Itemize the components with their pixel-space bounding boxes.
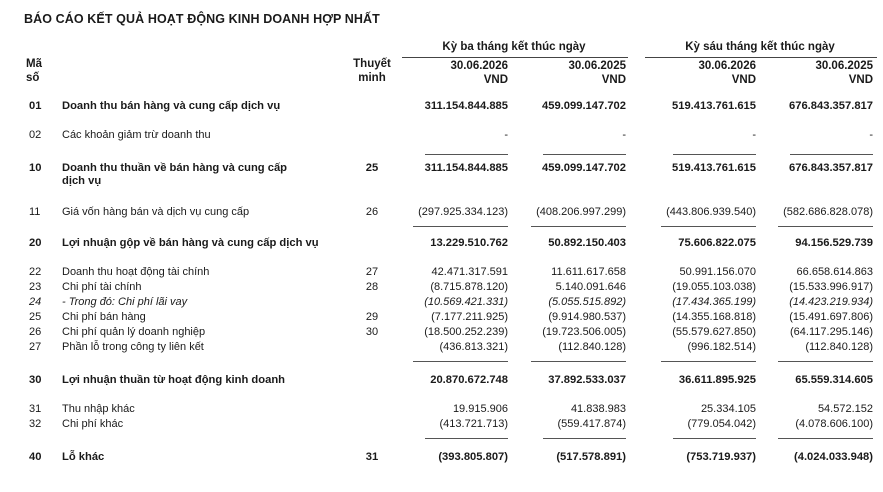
row-value: (582.686.828.078) [783, 206, 873, 218]
report-title: BÁO CÁO KẾT QUẢ HOẠT ĐỘNG KINH DOANH HỢP NHẤT [24, 12, 380, 26]
column-header-4 [723, 59, 873, 87]
row-value: 36.611.895.925 [678, 374, 756, 386]
row-label: Chi phí khác [62, 418, 124, 430]
row-code: 32 [29, 418, 42, 430]
row-value: 75.606.822.075 [678, 237, 756, 249]
row-label: Chi phí tài chính [62, 281, 142, 293]
row-label: Chi phí quản lý doanh nghiệp [62, 326, 206, 338]
code-header-line1: Mã [26, 58, 42, 70]
row-value: (408.206.997.299) [536, 206, 626, 218]
row-note: 31 [365, 451, 379, 463]
period-underline-6m [645, 57, 877, 58]
period-header-6m: Kỳ sáu tháng kết thúc ngày [685, 41, 835, 53]
row-value: 54.572.152 [817, 403, 873, 415]
row-code: 24 [29, 296, 42, 308]
row-value: (112.840.128) [805, 341, 873, 353]
row-value: (15.533.996.917) [789, 281, 873, 293]
column-unit-4: VND [848, 74, 873, 86]
subtotal-line [543, 154, 626, 155]
row-value: (4.024.033.948) [794, 451, 873, 463]
subtotal-line [413, 361, 508, 362]
row-label: Các khoản giảm trừ doanh thu [62, 129, 211, 141]
row-code: 10 [29, 162, 42, 174]
row-value: 50.991.156.070 [679, 266, 756, 278]
subtotal-line [531, 226, 626, 227]
row-value: (4.078.606.100) [795, 418, 873, 430]
row-value: (413.721.713) [439, 418, 508, 430]
row-code: 26 [29, 326, 42, 338]
subtotal-line [778, 361, 873, 362]
row-value: (443.806.939.540) [666, 206, 756, 218]
row-label [62, 162, 332, 188]
row-value: - [622, 129, 626, 141]
row-value: 11.611.617.658 [551, 266, 626, 278]
note-header-line1: Thuyết [353, 58, 391, 70]
row-value: 519.413.761.615 [672, 100, 756, 112]
row-value: (14.423.219.934) [789, 296, 873, 308]
row-note: 29 [365, 311, 379, 323]
subtotal-line [661, 226, 756, 227]
row-value: 459.099.147.702 [542, 162, 626, 174]
row-value: 519.413.761.615 [672, 162, 756, 174]
subtotal-line [661, 361, 756, 362]
row-value: 20.870.672.748 [430, 374, 508, 386]
row-label: Lợi nhuận thuần từ hoạt động kinh doanh [62, 374, 285, 386]
row-value: (5.055.515.892) [548, 296, 626, 308]
row-value: 311.154.844.885 [424, 100, 508, 112]
row-label: Chi phí bán hàng [62, 311, 146, 323]
subtotal-line [543, 438, 626, 439]
row-label: Lỗ khác [62, 451, 105, 463]
row-value: (996.182.514) [687, 341, 756, 353]
row-value: (559.417.874) [557, 418, 626, 430]
row-value: 41.838.983 [570, 403, 626, 415]
row-value: 19.915.906 [452, 403, 508, 415]
row-note: 25 [365, 162, 379, 174]
row-value: (753.719.937) [686, 451, 756, 463]
column-date-1: 30.06.2026 [450, 60, 508, 72]
row-value: (64.117.295.146) [790, 326, 873, 338]
row-value: (7.177.211.925) [431, 311, 508, 323]
row-value: 50.892.150.403 [548, 237, 626, 249]
row-code: 23 [29, 281, 42, 293]
code-header [26, 57, 42, 85]
row-label-line1: Doanh thu thuần về bán hàng và cung cấp [62, 162, 288, 174]
row-label: Thu nhập khác [62, 403, 135, 415]
row-value: 13.229.510.762 [430, 237, 508, 249]
period-underline-3m [402, 57, 628, 58]
row-code: 40 [29, 451, 42, 463]
row-value: 66.658.614.863 [796, 266, 873, 278]
row-note: 26 [365, 206, 379, 218]
row-value: - [752, 129, 756, 141]
row-value: (112.840.128) [558, 341, 626, 353]
row-value: (297.925.334.123) [418, 206, 508, 218]
row-value: 676.843.357.817 [789, 162, 873, 174]
row-code: 20 [29, 237, 42, 249]
row-value: (18.500.252.239) [424, 326, 508, 338]
row-code: 27 [29, 341, 42, 353]
row-value: (9.914.980.537) [548, 311, 626, 323]
row-label: Phần lỗ trong công ty liên kết [62, 341, 204, 353]
row-code: 11 [29, 206, 41, 218]
row-value: (15.491.697.806) [789, 311, 873, 323]
code-header-line2: số [26, 72, 40, 84]
row-value: 676.843.357.817 [789, 100, 873, 112]
row-value: 5.140.091.646 [555, 281, 626, 293]
row-label-line2: dịch vụ [62, 175, 102, 187]
row-value: (17.434.365.199) [672, 296, 756, 308]
row-value: (779.054.042) [687, 418, 756, 430]
subtotal-line [531, 361, 626, 362]
column-date-2: 30.06.2025 [568, 60, 626, 72]
subtotal-line [425, 438, 508, 439]
subtotal-line [778, 438, 873, 439]
row-code: 22 [29, 266, 42, 278]
row-value: - [869, 129, 873, 141]
row-note: 27 [365, 266, 379, 278]
column-date-4: 30.06.2025 [815, 60, 873, 72]
row-value: 25.334.105 [700, 403, 756, 415]
subtotal-line [778, 226, 873, 227]
column-unit-1: VND [483, 74, 508, 86]
note-header-line2: minh [358, 72, 386, 84]
column-header-2 [476, 59, 626, 87]
column-unit-2: VND [601, 74, 626, 86]
row-value: 94.156.529.739 [795, 237, 873, 249]
column-date-3: 30.06.2026 [698, 60, 756, 72]
row-value: (10.569.421.331) [424, 296, 508, 308]
row-value: 42.471.317.591 [431, 266, 508, 278]
row-code: 30 [29, 374, 42, 386]
row-label: Giá vốn hàng bán và dịch vụ cung cấp [62, 206, 250, 218]
row-value: (55.579.627.850) [672, 326, 756, 338]
row-label: Lợi nhuận gộp về bán hàng và cung cấp dịch vụ [62, 237, 319, 249]
row-value: 37.892.533.037 [548, 374, 626, 386]
row-value: 65.559.314.605 [795, 374, 873, 386]
row-value: - [504, 129, 508, 141]
subtotal-line [673, 438, 756, 439]
period-header-3m: Kỳ ba tháng kết thúc ngày [442, 41, 586, 53]
row-value: (14.355.168.818) [672, 311, 756, 323]
row-value: (436.813.321) [439, 341, 508, 353]
row-label: Doanh thu hoạt động tài chính [62, 266, 210, 278]
row-value: (19.055.103.038) [672, 281, 756, 293]
row-value: (517.578.891) [556, 451, 626, 463]
subtotal-line [413, 226, 508, 227]
row-note: 28 [365, 281, 379, 293]
row-label: - Trong đó: Chi phí lãi vay [62, 296, 188, 308]
row-value: (393.805.807) [438, 451, 508, 463]
row-code: 25 [29, 311, 42, 323]
row-value: (8.715.878.120) [430, 281, 508, 293]
row-value: (19.723.506.005) [542, 326, 626, 338]
row-label: Doanh thu bán hàng và cung cấp dịch vụ [62, 100, 281, 112]
row-note: 30 [365, 326, 379, 338]
row-code: 31 [29, 403, 42, 415]
subtotal-line [673, 154, 756, 155]
row-code: 02 [29, 129, 42, 141]
row-value: 311.154.844.885 [424, 162, 508, 174]
row-code: 01 [29, 100, 42, 112]
subtotal-line [790, 154, 873, 155]
row-value: 459.099.147.702 [542, 100, 626, 112]
subtotal-line [425, 154, 508, 155]
column-unit-3: VND [731, 74, 756, 86]
